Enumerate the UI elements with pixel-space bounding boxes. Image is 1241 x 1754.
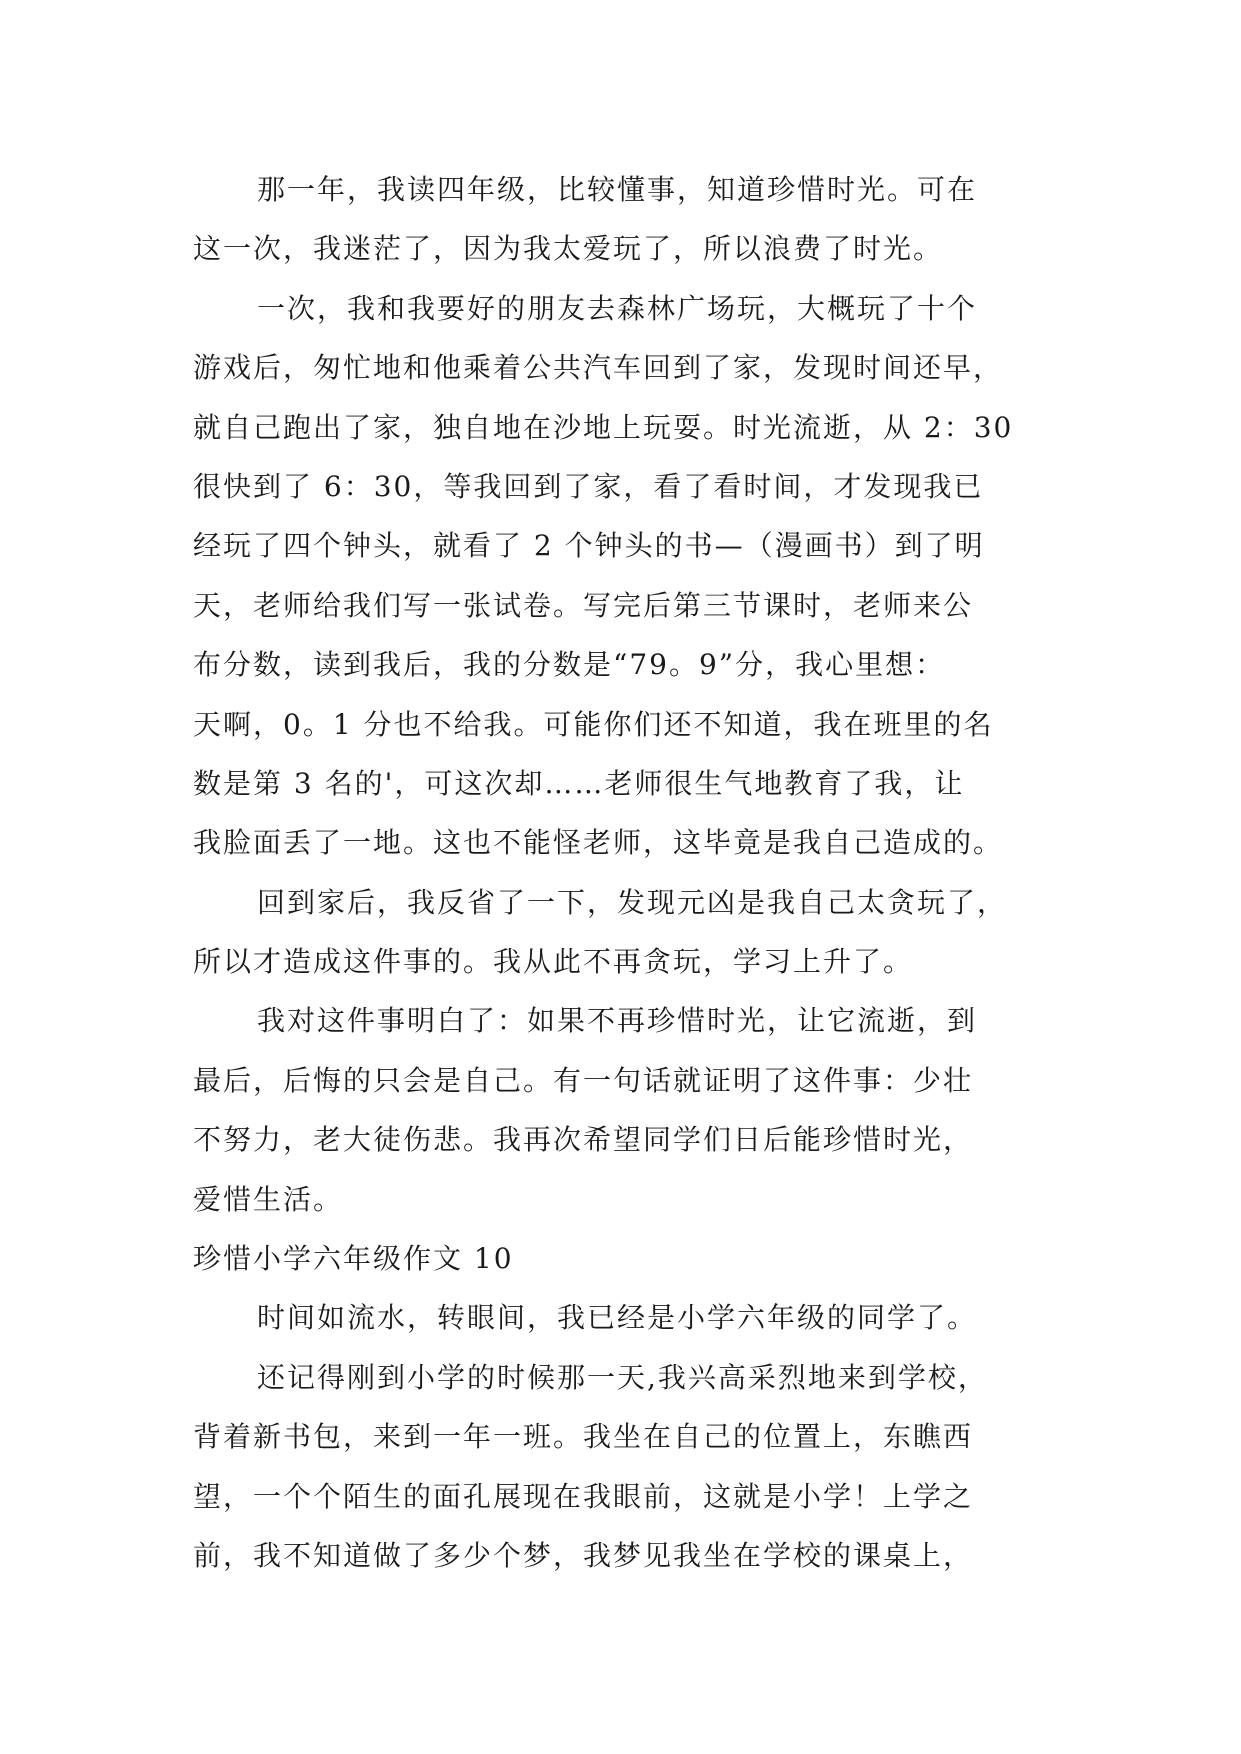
paragraph-line: 所以才造成这件事的。我从此不再贪玩，学习上升了。 (193, 945, 914, 979)
paragraph-line: 不努力，老大徒伤悲。我再次希望同学们日后能珍惜时光， (193, 1123, 974, 1157)
paragraph-line: 那一年，我读四年级，比较懂事，知道珍惜时光。可在 (257, 173, 978, 206)
paragraph-line: 布分数，读到我后，我的分数是“79。9”分，我心里想： (193, 648, 946, 682)
paragraph-line: 我对这件事明白了：如果不再珍惜时光，让它流逝，到 (257, 1004, 978, 1038)
paragraph-line: 经玩了四个钟头，就看了 2 个钟头的书—（漫画书）到了明 (193, 529, 985, 563)
paragraph-line: 游戏后，匆忙地和他乘着公共汽车回到了家，发现时间还早， (193, 351, 1004, 385)
paragraph-line: 还记得刚到小学的时候那一天,我兴高采烈地来到学校， (257, 1360, 988, 1394)
paragraph-line: 就自己跑出了家，独自地在沙地上玩耍。时光流逝，从 2：30 (193, 410, 1014, 444)
paragraph-line: 爱惜生活。 (193, 1182, 344, 1216)
paragraph-line: 望，一个个陌生的面孔展现在我眼前，这就是小学！上学之 (193, 1479, 974, 1513)
paragraph-line: 背着新书包，来到一年一班。我坐在自己的位置上，东瞧西 (193, 1420, 974, 1454)
section-heading: 珍惜小学六年级作文 10 (193, 1242, 514, 1276)
paragraph-line: 一次，我和我要好的朋友去森林广场玩，大概玩了十个 (257, 291, 978, 325)
paragraph-line: 天啊，0。1 分也不给我。可能你们还不知道，我在班里的名 (193, 707, 994, 741)
paragraph-line: 回到家后，我反省了一下，发现元凶是我自己太贪玩了， (257, 885, 1008, 919)
paragraph-line: 前，我不知道做了多少个梦，我梦见我坐在学校的课桌上， (193, 1538, 974, 1572)
document-body (193, 160, 1063, 1585)
paragraph-line: 这一次，我迷茫了，因为我太爱玩了，所以浪费了时光。 (193, 232, 944, 266)
paragraph-line: 天，老师给我们写一张试卷。写完后第三节课时，老师来公 (193, 588, 974, 622)
paragraph-line: 我脸面丢了一地。这也不能怪老师，这毕竟是我自己造成的。 (193, 826, 1004, 860)
paragraph-line: 时间如流水，转眼间，我已经是小学六年级的同学了。 (257, 1301, 978, 1335)
paragraph-line: 数是第 3 名的'，可这次却……老师很生气地教育了我，让 (193, 766, 965, 800)
paragraph-line: 最后，后悔的只会是自己。有一句话就证明了这件事：少壮 (193, 1063, 974, 1097)
paragraph-line: 很快到了 6：30，等我回到了家，看了看时间，才发现我已 (193, 469, 984, 503)
